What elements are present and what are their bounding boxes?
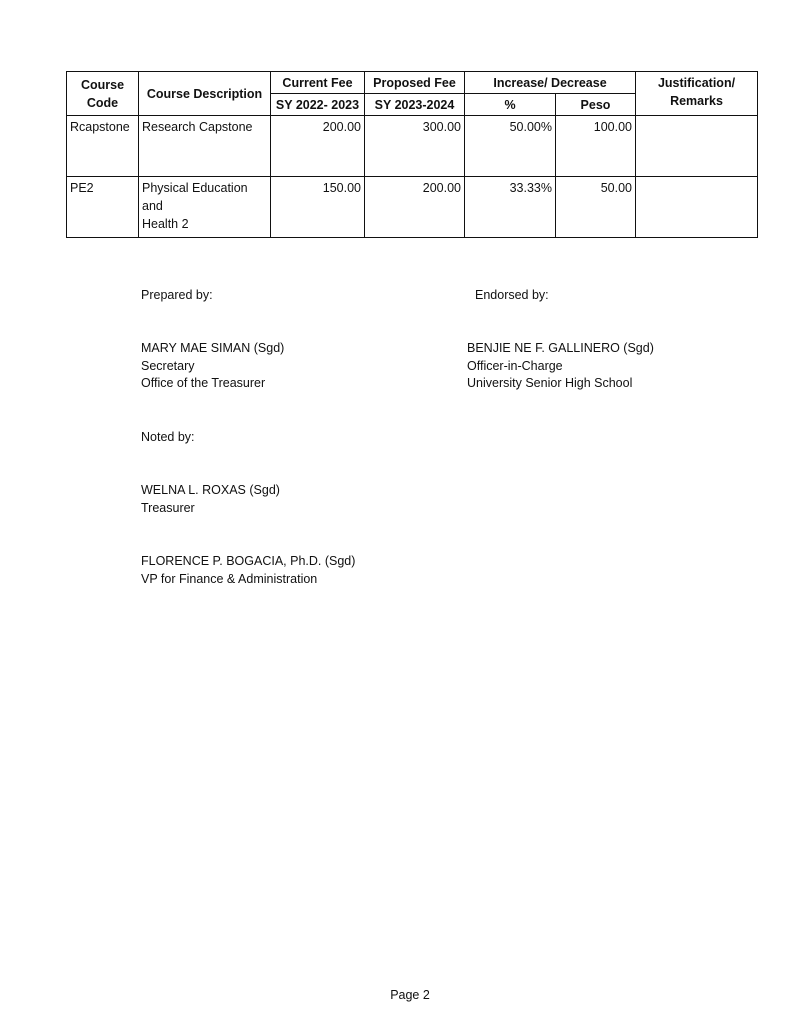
noter1-name: WELNA L. ROXAS (Sgd): [141, 483, 280, 497]
cell-percent: 33.33%: [465, 177, 556, 238]
prepared-by-label: Prepared by:: [141, 288, 213, 302]
cell-proposed-fee: 200.00: [365, 177, 465, 238]
preparer-title: Secretary: [141, 358, 195, 373]
cell-course-description: Research Capstone: [139, 116, 271, 177]
table-row: [67, 116, 758, 177]
noter1-title: Treasurer: [141, 500, 195, 515]
preparer-block: [141, 340, 284, 393]
header-current-fee: Current Fee: [271, 72, 365, 94]
header-percent: %: [465, 94, 556, 116]
header-proposed-fee-sy: SY 2023-2024: [365, 94, 465, 116]
cell-peso: 50.00: [556, 177, 636, 238]
cell-proposed-fee: 300.00: [365, 116, 465, 177]
cell-peso: 100.00: [556, 116, 636, 177]
cell-remarks: [636, 177, 758, 238]
cell-course-code: Rcapstone: [67, 116, 139, 177]
header-proposed-fee: Proposed Fee: [365, 72, 465, 94]
header-course-description: Course Description: [139, 72, 271, 116]
endorser-office: University Senior High School: [467, 376, 633, 390]
noter1-block: [141, 482, 280, 517]
preparer-office: Office of the Treasurer: [141, 376, 266, 390]
noter2-name: FLORENCE P. BOGACIA, Ph.D. (Sgd): [141, 554, 356, 568]
preparer-name: MARY MAE SIMAN (Sgd): [141, 341, 285, 355]
cell-course-code: PE2: [67, 177, 139, 238]
noter2-title: VP for Finance & Administration: [141, 571, 318, 586]
header-peso: Peso: [556, 94, 636, 116]
cell-course-description: Physical Education and Health 2: [139, 177, 271, 238]
endorser-name: BENJIE NE F. GALLINERO (Sgd): [467, 341, 654, 355]
cell-remarks: [636, 116, 758, 177]
fee-table: [66, 71, 758, 238]
endorser-title: Officer-in-Charge: [467, 358, 563, 373]
table-row: [67, 177, 758, 238]
endorser-block: [467, 340, 654, 393]
header-increase-decrease: Increase/ Decrease: [465, 72, 636, 94]
header-current-fee-sy: SY 2022- 2023: [271, 94, 365, 116]
cell-percent: 50.00%: [465, 116, 556, 177]
noter2-block: [141, 553, 355, 588]
page-number: Page 2: [390, 988, 430, 1002]
header-course-code: Course Code: [67, 72, 139, 116]
header-justification: Justification/ Remarks: [636, 72, 758, 116]
cell-current-fee: 150.00: [271, 177, 365, 238]
noted-by-label: Noted by:: [141, 430, 195, 444]
endorsed-by-label: Endorsed by:: [475, 288, 549, 302]
cell-current-fee: 200.00: [271, 116, 365, 177]
